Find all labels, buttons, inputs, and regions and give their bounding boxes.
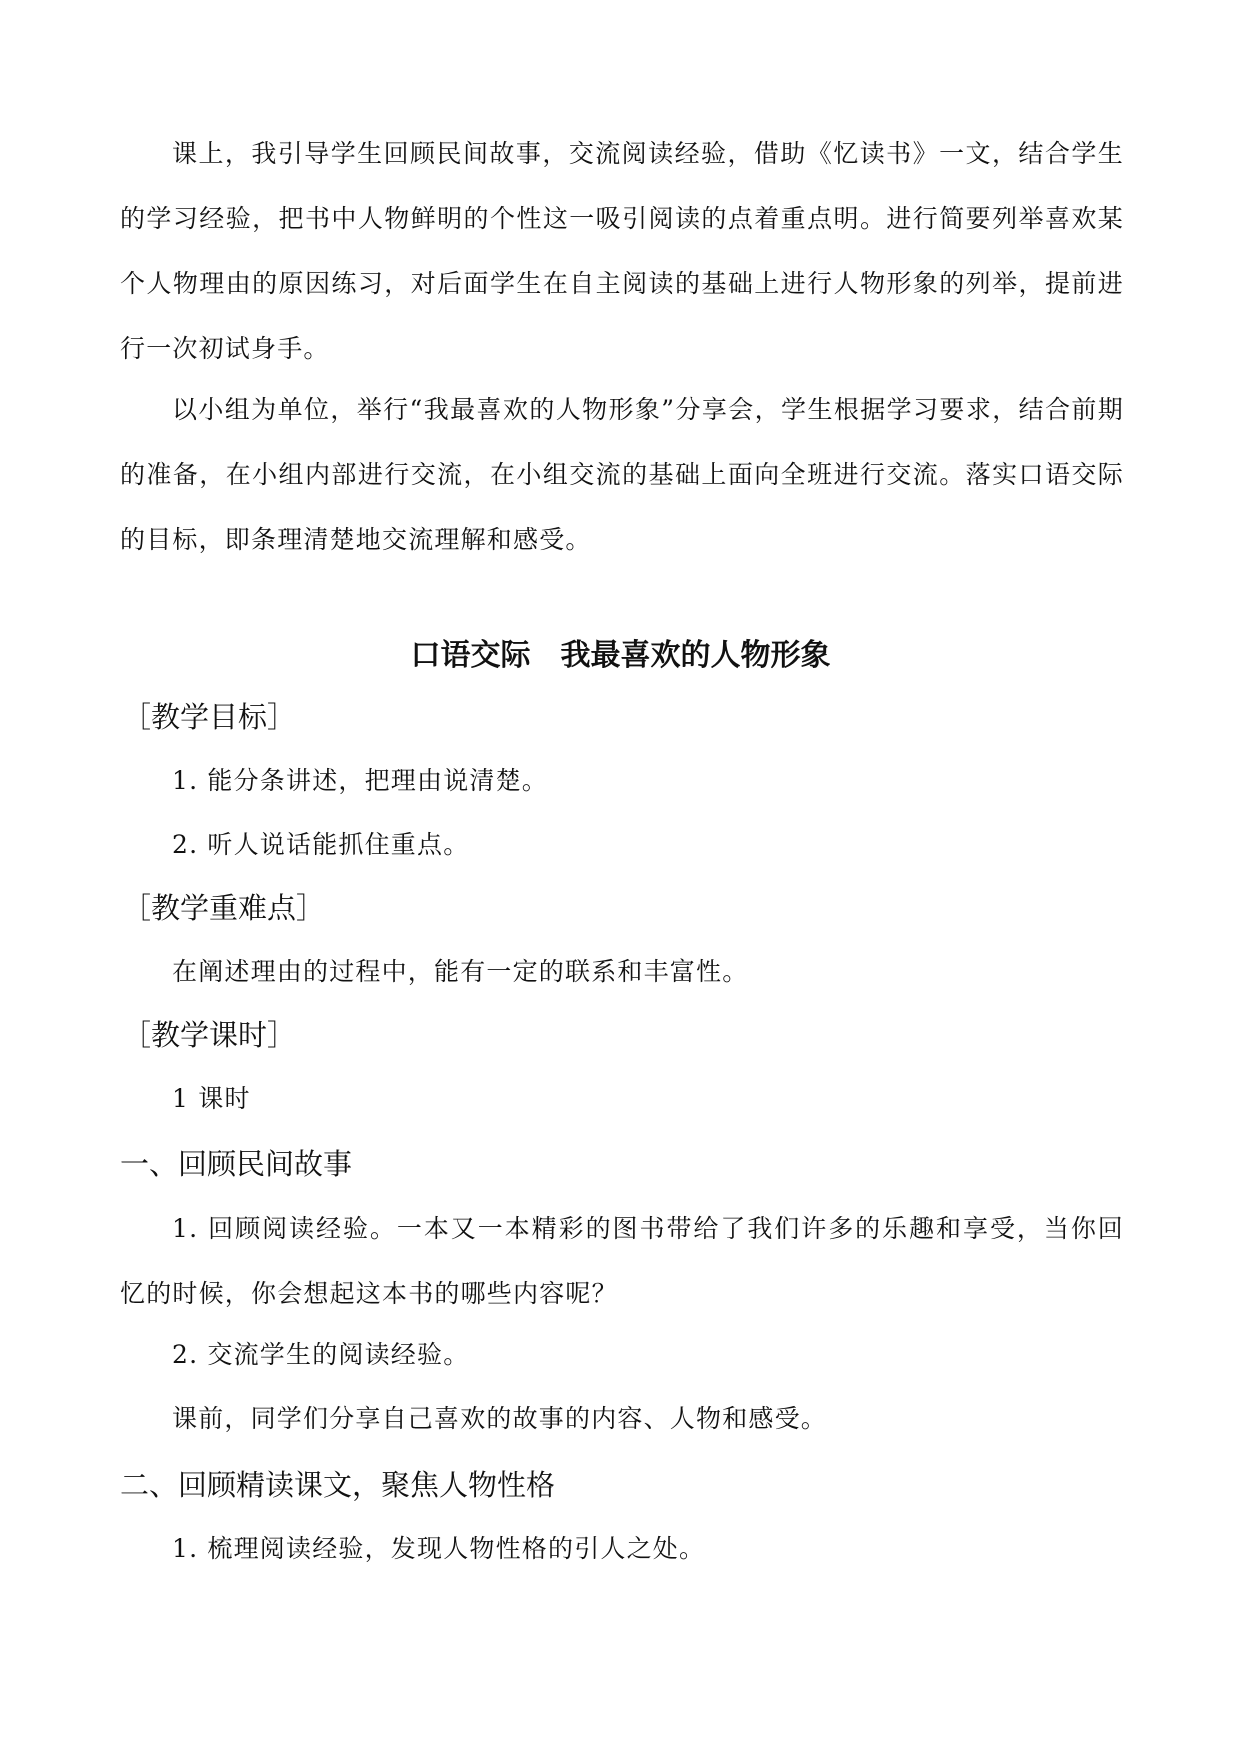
class-hours-text: 1 课时 [172,1084,251,1113]
class-hours-label: ［教学课时］ [122,1018,297,1052]
objectives-label: ［教学目标］ [122,700,297,734]
section-2-item-1: 1. 梳理阅读经验，发现人物性格的引人之处。 [172,1534,706,1563]
key-points-label: ［教学重难点］ [122,891,326,925]
section-1-heading: 一、回顾民间故事 [120,1147,353,1181]
intro-paragraph-1: 课上，我引导学生回顾民间故事，交流阅读经验，借助《忆读书》一文，结合学生的学习经验，把书中人物鲜明的个性这一吸引阅读的点着重点明。进行简要列举喜欢某个人物理由的原因练习，对后面学生在自主阅读的基础上进行人物形象的列举，提前进行一次初试身手。 [120,139,1124,363]
objective-item-2: 2. 听人说话能抓住重点。 [172,830,470,859]
objective-item-1: 1. 能分条讲述，把理由说清楚。 [172,766,549,795]
intro-paragraph-2: 以小组为单位，举行“我最喜欢的人物形象”分享会，学生根据学习要求，结合前期的准备，在小组内部进行交流，在小组交流的基础上面向全班进行交流。落实口语交际的目标，即条理清楚地交流理解和感受。 [120,395,1124,554]
key-points-text: 在阐述理由的过程中，能有一定的联系和丰富性。 [172,957,749,986]
section-1-item-2: 2. 交流学生的阅读经验。 [172,1340,470,1369]
section-1-item-3: 课前，同学们分享自己喜欢的故事的内容、人物和感受。 [172,1404,828,1433]
section-1-item-1: 1. 回顾阅读经验。一本又一本精彩的图书带给了我们许多的乐趣和享受，当你回忆的时候，你会想起这本书的哪些内容呢？ [120,1214,1124,1308]
lesson-title: 口语交际 我最喜欢的人物形象 [410,638,831,673]
section-2-heading: 二、回顾精读课文，聚焦人物性格 [120,1468,556,1502]
